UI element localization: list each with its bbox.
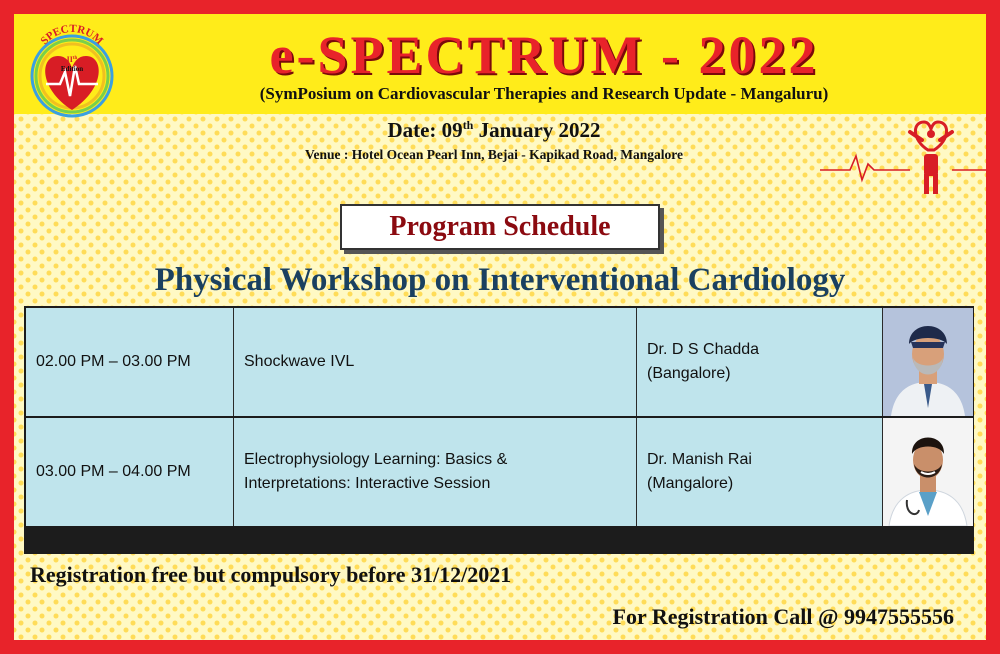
event-date <box>214 118 774 143</box>
logo-edition-num: II <box>66 55 73 64</box>
schedule-table <box>24 306 974 554</box>
date-suffix: January 2022 <box>473 118 601 142</box>
session-topic-line2: Interpretations: Interactive Session <box>244 475 491 492</box>
speaker-city: (Mangalore) <box>647 475 734 492</box>
session-topic-line1: Shockwave IVL <box>244 353 355 370</box>
registration-note: Registration free but compulsory before 31/12/2021 <box>30 562 512 587</box>
date-prefix: Date: 09 <box>387 118 463 142</box>
session-topic <box>234 308 637 416</box>
logo-edition-sup: th <box>72 56 78 61</box>
workshop-title: Physical Workshop on Interventional Cardiology <box>154 262 846 298</box>
registration-call: For Registration Call @ 9947555556 <box>612 604 954 629</box>
session-time: 03.00 PM – 04.00 PM <box>26 418 234 526</box>
heart-ecg-logo-icon <box>22 22 122 122</box>
session-time: 02.00 PM – 03.00 PM <box>26 308 234 416</box>
speaker-photo <box>883 418 973 526</box>
event-subtitle: (SymPosium on Cardiovascular Therapies and Research Update - Mangaluru) <box>259 84 829 103</box>
logo-arc-text: SPECTRUM <box>38 22 106 48</box>
session-topic-line1: Electrophysiology Learning: Basics & <box>244 451 508 468</box>
table-row <box>26 418 973 526</box>
speaker-name: Dr. Manish Rai <box>647 451 752 468</box>
speaker-city: (Bangalore) <box>647 365 731 382</box>
event-venue: Venue : Hotel Ocean Pearl Inn, Bejai - Kapikad Road, Mangalore <box>305 147 683 162</box>
session-speaker <box>637 308 883 416</box>
speaker-photo <box>883 308 973 416</box>
program-schedule-heading: Program Schedule <box>340 204 660 250</box>
speaker-name: Dr. D S Chadda <box>647 341 760 358</box>
poster-frame <box>14 14 986 640</box>
logo-edition-word: Edition <box>60 65 84 73</box>
date-sup: th <box>462 118 474 132</box>
heart-person-ecg-icon <box>820 114 986 198</box>
table-row <box>26 308 973 416</box>
event-title: e-SPECTRUM - 2022 <box>269 25 819 85</box>
session-speaker <box>637 418 883 526</box>
session-topic <box>234 418 637 526</box>
